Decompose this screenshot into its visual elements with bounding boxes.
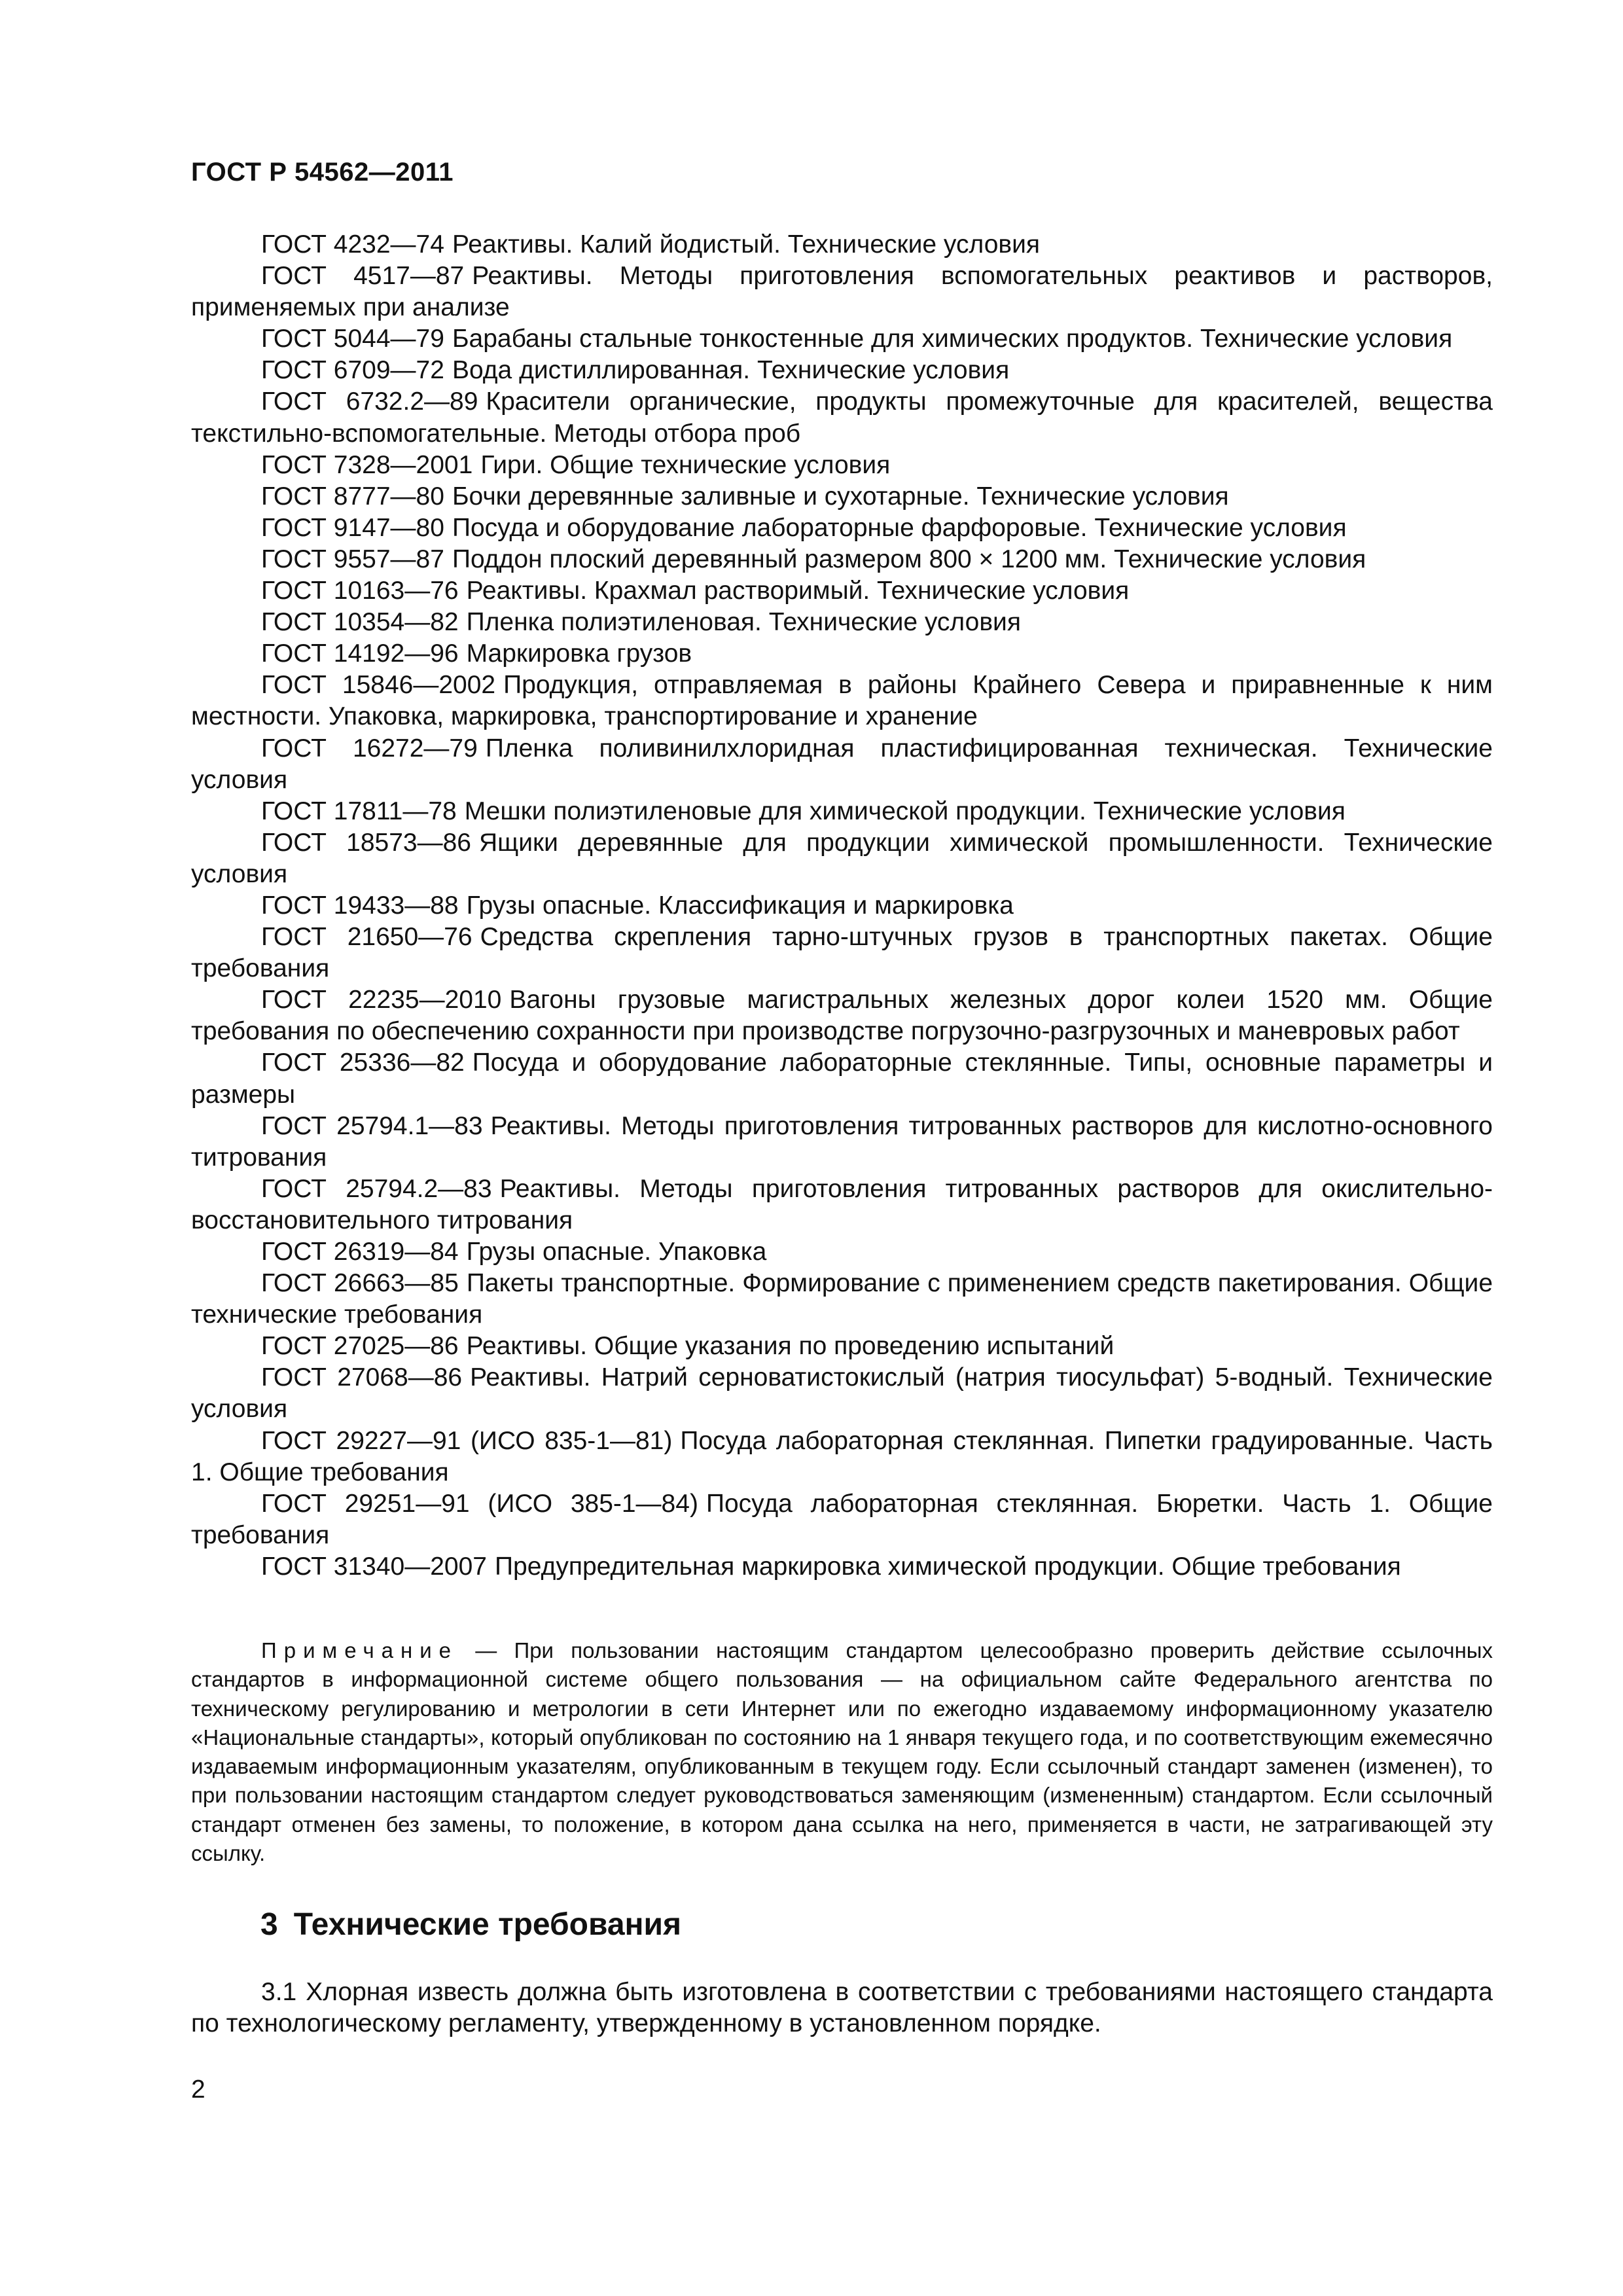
reference-code: ГОСТ 25794.2—83 — [261, 1174, 492, 1203]
reference-entry — [191, 796, 1493, 827]
reference-entry — [191, 229, 1493, 260]
reference-title: Посуда и оборудование лабораторные стеклянные. Типы, основные параметры и размеры — [191, 1049, 1493, 1109]
reference-entry — [191, 260, 1493, 323]
reference-entry — [191, 670, 1493, 732]
section-title: Технические требования — [293, 1907, 682, 1942]
reference-code: ГОСТ 29227—91 (ИСО 835-1—81) — [261, 1426, 673, 1455]
reference-entry — [191, 450, 1493, 481]
references-note — [191, 1636, 1493, 1868]
reference-entry — [191, 638, 1493, 670]
note-dash: — — [458, 1638, 514, 1662]
reference-title: Реактивы. Методы приготовления титрованных растворов для окислительно-восстановительного титрования — [191, 1174, 1493, 1234]
reference-code: ГОСТ 10354—82 — [261, 608, 459, 637]
reference-code: ГОСТ 17811—78 — [261, 797, 457, 825]
reference-entry — [191, 1488, 1493, 1551]
reference-code: ГОСТ 21650—76 — [261, 923, 473, 952]
reference-code: ГОСТ 26319—84 — [261, 1238, 459, 1266]
reference-entry — [191, 1426, 1493, 1488]
reference-entry — [191, 607, 1493, 638]
reference-entry — [191, 481, 1493, 512]
reference-title: Реактивы. Калий йодистый. Технические условия — [452, 230, 1041, 259]
reference-code: ГОСТ 22235—2010 — [261, 986, 502, 1014]
reference-code: ГОСТ 9557—87 — [261, 545, 444, 573]
reference-entry — [191, 1111, 1493, 1174]
reference-title: Посуда и оборудование лабораторные фарфоровые. Технические условия — [452, 513, 1347, 542]
reference-code: ГОСТ 25336—82 — [261, 1049, 465, 1077]
reference-code: ГОСТ 7328—2001 — [261, 450, 473, 479]
reference-title: Грузы опасные. Классификация и маркировка — [466, 891, 1014, 920]
reference-title: Реактивы. Натрий серноватистокислый (натрия тиосульфат) 5-водный. Технические условия — [191, 1363, 1493, 1424]
reference-title: Вода дистиллированная. Технические условия — [452, 356, 1010, 385]
reference-entry — [191, 890, 1493, 922]
reference-entry — [191, 922, 1493, 984]
reference-entry — [191, 1331, 1493, 1362]
reference-entry — [191, 733, 1493, 796]
reference-code: ГОСТ 9147—80 — [261, 513, 444, 542]
reference-title: Красители органические, продукты промежуточные для красителей, вещества текстильно-вспомогательные. Методы отбора проб — [191, 387, 1493, 448]
reference-code: ГОСТ 31340—2007 — [261, 1552, 488, 1581]
reference-code: ГОСТ 15846—2002 — [261, 671, 496, 700]
reference-title: Пакеты транспортные. Формирование с применением средств пакетирования. Общие технические требования — [191, 1269, 1493, 1329]
reference-code: ГОСТ 6709—72 — [261, 356, 444, 385]
reference-code: ГОСТ 25794.1—83 — [261, 1111, 483, 1140]
reference-code: ГОСТ 8777—80 — [261, 482, 444, 511]
reference-entry — [191, 1174, 1493, 1236]
normative-references-list — [191, 229, 1493, 1583]
reference-entry — [191, 827, 1493, 890]
reference-code: ГОСТ 4517—87 — [261, 262, 465, 291]
reference-title: Средства скрепления тарно-штучных грузов в транспортных пакетах. Общие требования — [191, 923, 1493, 983]
note-text: При пользовании настоящим стандартом целесообразно проверить действие ссылочных стандартов в информационной системе общего пользования — на официальном сайте Федерального агентства по техническому регулированию и метрологии в сети Интернет или по ежегодно издаваемому информационному указателю «Национальные стандарты», который опубликован по состоянию на 1 января текущего года, и по соответствующим ежемесячно издаваемым информационным указателям, опубликованным в текущем году. Если ссылочный стандарт заменен (изменен), то при пользовании настоящим стандартом следует руководствоваться заменяющим (измененным) стандартом. Если ссылочный стандарт отменен без замены, то положение, в котором дана ссылка на него, применяется в части, не затрагивающей эту ссылку. — [191, 1638, 1493, 1866]
reference-entry — [191, 1047, 1493, 1110]
reference-entry — [191, 544, 1493, 575]
reference-entry — [191, 386, 1493, 449]
reference-entry — [191, 1268, 1493, 1331]
reference-code: ГОСТ 10163—76 — [261, 577, 459, 605]
reference-code: ГОСТ 26663—85 — [261, 1269, 459, 1298]
reference-code: ГОСТ 5044—79 — [261, 325, 444, 353]
document-header-id: ГОСТ Р 54562—2011 — [191, 158, 454, 187]
reference-title: Барабаны стальные тонкостенные для химических продуктов. Технические условия — [452, 325, 1453, 353]
reference-title: Гири. Общие технические условия — [480, 450, 891, 479]
paragraph-3-1 — [191, 1977, 1493, 2039]
reference-entry — [191, 1551, 1493, 1583]
reference-code: ГОСТ 6732.2—89 — [261, 387, 478, 416]
note-label: Примечание — [261, 1638, 459, 1662]
reference-code: ГОСТ 16272—79 — [261, 734, 478, 762]
reference-title: Пленка полиэтиленовая. Технические условия — [466, 608, 1021, 637]
reference-title: Ящики деревянные для продукции химической промышленности. Технические условия — [191, 828, 1493, 888]
reference-title: Предупредительная маркировка химической продукции. Общие требования — [495, 1552, 1401, 1581]
reference-entry — [191, 323, 1493, 355]
reference-title: Пленка поливинилхлоридная пластифицированная техническая. Технические условия — [191, 734, 1493, 794]
reference-title: Реактивы. Общие указания по проведению испытаний — [466, 1332, 1115, 1361]
reference-title: Грузы опасные. Упаковка — [466, 1238, 767, 1266]
reference-title: Бочки деревянные заливные и сухотарные. Технические условия — [452, 482, 1229, 511]
reference-code: ГОСТ 18573—86 — [261, 828, 471, 857]
reference-entry — [191, 355, 1493, 386]
reference-title: Реактивы. Крахмал растворимый. Технические условия — [466, 577, 1130, 605]
reference-title: Посуда лабораторная стеклянная. Бюретки. Часть 1. Общие требования — [191, 1489, 1493, 1549]
page-number: 2 — [191, 2075, 205, 2104]
reference-title: Маркировка грузов — [466, 639, 692, 668]
reference-title: Продукция, отправляемая в районы Крайнего Севера и приравненные к ним местности. Упаковка, маркировка, транспортирование и хранение — [191, 671, 1493, 731]
reference-code: ГОСТ 4232—74 — [261, 230, 444, 259]
section-heading — [260, 1909, 681, 1941]
reference-code: ГОСТ 29251—91 (ИСО 385-1—84) — [261, 1489, 698, 1518]
reference-title: Вагоны грузовые магистральных железных дорог колеи 1520 мм. Общие требования по обеспечению сохранности при производстве погрузочно-разгрузочных и маневровых работ — [191, 986, 1493, 1046]
reference-entry — [191, 575, 1493, 607]
reference-title: Реактивы. Методы приготовления титрованных растворов для кислотно-основного титрования — [191, 1111, 1493, 1172]
reference-title: Посуда лабораторная стеклянная. Пипетки градуированные. Часть 1. Общие требования — [191, 1426, 1493, 1486]
reference-entry — [191, 1236, 1493, 1268]
reference-entry — [191, 984, 1493, 1047]
reference-entry — [191, 1362, 1493, 1425]
reference-code: ГОСТ 27068—86 — [261, 1363, 463, 1392]
reference-title: Мешки полиэтиленовые для химической продукции. Технические условия — [464, 797, 1346, 825]
reference-code: ГОСТ 19433—88 — [261, 891, 459, 920]
reference-entry — [191, 512, 1493, 544]
reference-code: ГОСТ 14192—96 — [261, 639, 459, 668]
reference-title: Реактивы. Методы приготовления вспомогательных реактивов и растворов, применяемых при анализе — [191, 262, 1493, 322]
section-number: 3 — [260, 1907, 278, 1942]
paragraph-number: 3.1 — [261, 1978, 297, 2006]
paragraph-text: Хлорная известь должна быть изготовлена в соответствии с требованиями настоящего стандарта по технологическому регламенту, утвержденному в установленном порядке. — [191, 1978, 1493, 2038]
reference-title: Поддон плоский деревянный размером 800 × 1200 мм. Технические условия — [452, 545, 1366, 573]
reference-code: ГОСТ 27025—86 — [261, 1332, 459, 1361]
